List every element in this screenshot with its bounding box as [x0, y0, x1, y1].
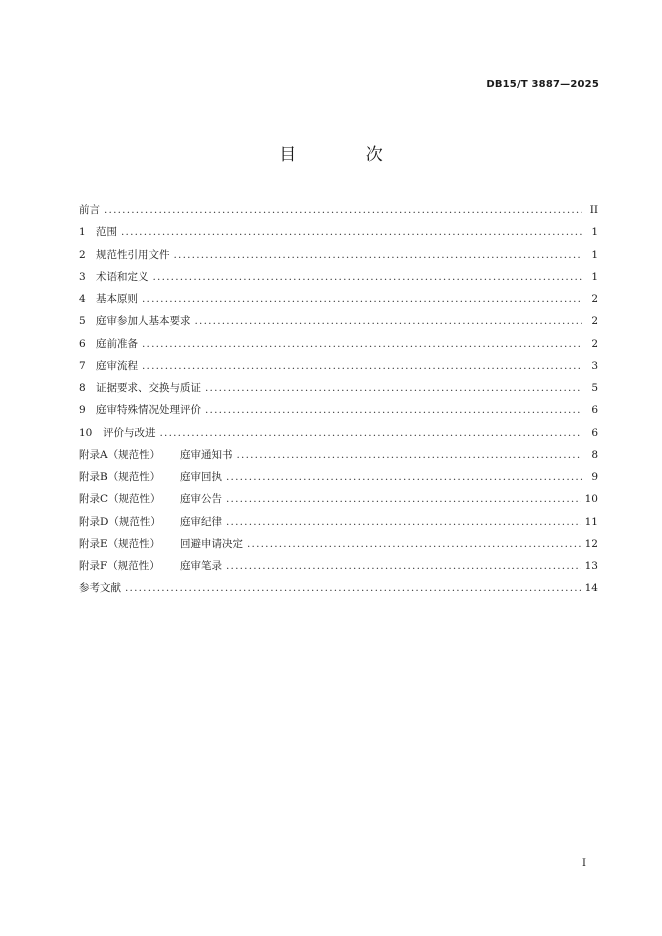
toc-entry-title: 基本原则	[96, 293, 138, 305]
toc-appendix-label: 附录B（规范性）	[79, 471, 161, 483]
toc-dot-leader	[121, 221, 582, 243]
toc-entry-page: 9	[591, 471, 598, 483]
toc-appendix-label: 附录F（规范性）	[79, 560, 160, 572]
table-of-contents	[79, 199, 598, 600]
toc-entry-4[interactable]	[79, 288, 598, 310]
toc-entry-7[interactable]	[79, 355, 598, 377]
toc-entry-title: 范围	[96, 226, 117, 239]
toc-entry-number: 7	[79, 359, 86, 372]
toc-entry-number: 8	[79, 382, 86, 394]
toc-entry-appendix-c[interactable]	[79, 488, 598, 510]
toc-dot-leader	[205, 399, 582, 421]
toc-entry-8[interactable]	[79, 377, 598, 399]
toc-entry-title: 前言	[79, 204, 100, 216]
toc-entry-page: 3	[591, 359, 598, 372]
toc-entry-appendix-a[interactable]	[79, 444, 598, 466]
document-code: DB15/T 3887—2025	[486, 79, 599, 90]
toc-entry-9[interactable]	[79, 399, 598, 421]
toc-entry-page: II	[589, 204, 598, 216]
toc-entry-title: 庭审纪律	[180, 515, 222, 528]
page-number: I	[582, 858, 586, 869]
toc-dot-leader	[226, 511, 581, 533]
toc-entry-appendix-b[interactable]	[79, 466, 598, 488]
toc-dot-leader	[226, 488, 581, 510]
toc-appendix-label: 附录C（规范性）	[79, 493, 161, 506]
toc-entry-number: 6	[79, 337, 86, 350]
toc-entry-title: 庭审回执	[180, 471, 222, 483]
toc-entry-appendix-e[interactable]	[79, 533, 598, 555]
toc-entry-5[interactable]	[79, 310, 598, 332]
toc-dot-leader	[174, 244, 583, 266]
toc-entry-number: 4	[79, 293, 86, 305]
toc-entry-title: 庭审流程	[96, 359, 138, 372]
toc-entry-6[interactable]	[79, 333, 598, 355]
toc-entry-page: 2	[591, 293, 598, 305]
toc-entry-title: 回避申请决定	[180, 537, 243, 550]
toc-dot-leader	[142, 288, 582, 310]
toc-entry-title: 评价与改进	[103, 426, 156, 439]
toc-entry-page: 1	[591, 270, 598, 283]
toc-entry-2[interactable]	[79, 244, 598, 266]
toc-entry-1[interactable]	[79, 221, 598, 243]
toc-entry-number: 3	[79, 270, 86, 283]
toc-entry-appendix-f[interactable]	[79, 555, 598, 577]
toc-appendix-label: 附录E（规范性）	[79, 537, 161, 550]
toc-entry-page: 2	[591, 337, 598, 350]
toc-entry-page: 11	[584, 515, 598, 528]
toc-entry-3[interactable]	[79, 266, 598, 288]
toc-entry-title: 术语和定义	[96, 270, 149, 283]
toc-dot-leader	[142, 333, 582, 355]
toc-entry-page: 1	[591, 248, 598, 261]
toc-dot-leader	[104, 199, 582, 221]
toc-entry-page: 14	[584, 582, 598, 595]
toc-dot-leader	[226, 466, 582, 488]
toc-appendix-label: 附录D（规范性）	[79, 515, 161, 528]
toc-dot-leader	[142, 355, 582, 377]
toc-entry-title: 庭审笔录	[180, 560, 222, 572]
toc-dot-leader	[160, 422, 583, 444]
toc-dot-leader	[247, 533, 581, 555]
toc-dot-leader	[125, 577, 581, 599]
toc-entry-title: 庭前准备	[96, 337, 138, 350]
toc-entry-title: 庭审参加人基本要求	[96, 315, 191, 328]
toc-entry-page: 1	[591, 226, 598, 239]
toc-entry-number: 9	[79, 404, 86, 417]
toc-entry-title: 参考文献	[79, 582, 121, 595]
toc-entry-foreword[interactable]	[79, 199, 598, 221]
toc-entry-number: 10	[79, 426, 93, 439]
toc-entry-references[interactable]	[79, 577, 598, 599]
toc-entry-title: 证据要求、交换与质证	[96, 382, 201, 394]
toc-entry-page: 6	[591, 426, 598, 439]
toc-entry-page: 8	[591, 448, 598, 461]
toc-dot-leader	[205, 377, 582, 399]
toc-dot-leader	[226, 555, 581, 577]
toc-entry-appendix-d[interactable]	[79, 511, 598, 533]
toc-dot-leader	[237, 444, 583, 466]
toc-entry-page: 12	[584, 537, 598, 550]
toc-entry-title: 庭审公告	[180, 493, 222, 506]
toc-entry-number: 5	[79, 315, 86, 328]
toc-entry-page: 10	[584, 493, 598, 506]
toc-entry-title: 庭审通知书	[180, 448, 233, 461]
toc-dot-leader	[195, 310, 583, 332]
toc-entry-number: 2	[79, 248, 86, 261]
toc-entry-10[interactable]	[79, 422, 598, 444]
page-title: 目 次	[279, 145, 415, 165]
toc-appendix-label: 附录A（规范性）	[79, 448, 161, 461]
toc-entry-page: 2	[591, 315, 598, 328]
toc-entry-page: 13	[584, 560, 598, 572]
toc-dot-leader	[153, 266, 583, 288]
toc-entry-page: 6	[591, 404, 598, 417]
toc-entry-title: 庭审特殊情况处理评价	[96, 404, 201, 417]
toc-entry-page: 5	[591, 382, 598, 394]
toc-entry-title: 规范性引用文件	[96, 248, 170, 261]
toc-entry-number: 1	[79, 226, 86, 239]
